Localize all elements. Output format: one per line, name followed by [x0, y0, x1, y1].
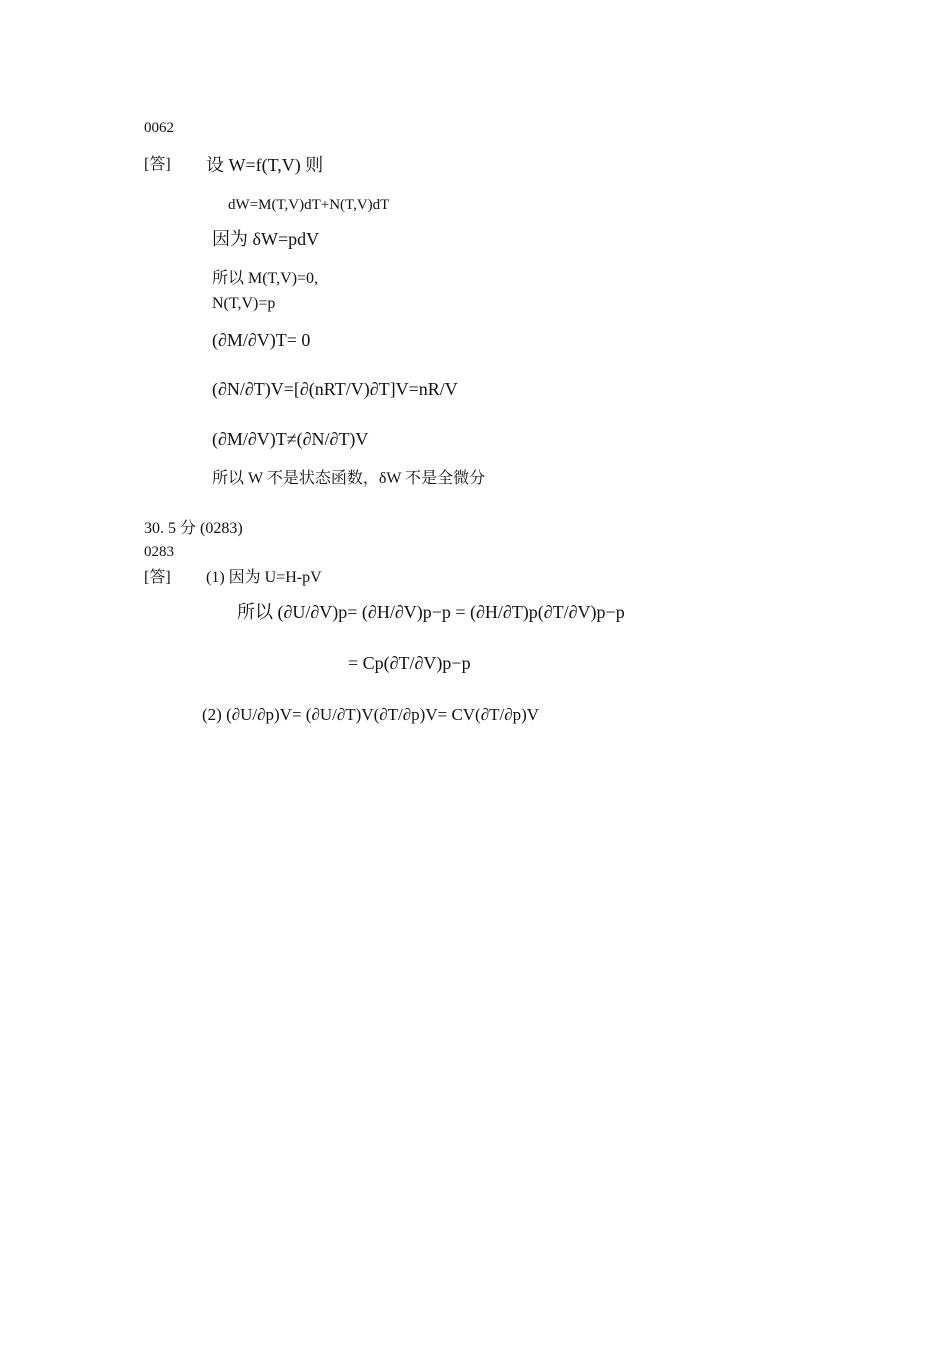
answer-tag: [答] — [144, 156, 171, 173]
solution-line-7: (∂N/∂T)V=[∂(nRT/V)∂T]V=nR/V — [212, 379, 458, 399]
solution-line-9: 所以 W 不是状态函数，δW 不是全微分 — [212, 470, 486, 487]
problem-id: 0283 — [144, 544, 174, 560]
answer-tag: [答] — [144, 569, 171, 586]
solution-line-4: 所以 M(T,V)=0, — [212, 270, 319, 287]
solution-line-4: (2) (∂U/∂p)V= (∂U/∂T)V(∂T/∂p)V= CV(∂T/∂p)V — [202, 705, 540, 724]
solution-line-3: 因为 δW=pdV — [212, 229, 320, 249]
solution-line-2: 所以 (∂U/∂V)p= (∂H/∂V)p−p = (∂H/∂T)p(∂T/∂V)p−p — [237, 602, 625, 622]
solution-line-1: (1) 因为 U=H-pV — [206, 569, 322, 586]
solution-line-1: 设 W=f(T,V) 则 — [206, 155, 324, 175]
solution-line-2: dW=M(T,V)dT+N(T,V)dT — [228, 197, 390, 213]
problem-header: 30. 5 分 (0283) — [144, 520, 243, 537]
solution-line-6: (∂M/∂V)T= 0 — [212, 330, 311, 350]
solution-line-8: (∂M/∂V)T≠(∂N/∂T)V — [212, 429, 369, 449]
solution-line-3: = Cp(∂T/∂V)p−p — [348, 653, 471, 673]
solution-line-5: N(T,V)=p — [212, 295, 276, 312]
problem-id: 0062 — [144, 120, 174, 136]
